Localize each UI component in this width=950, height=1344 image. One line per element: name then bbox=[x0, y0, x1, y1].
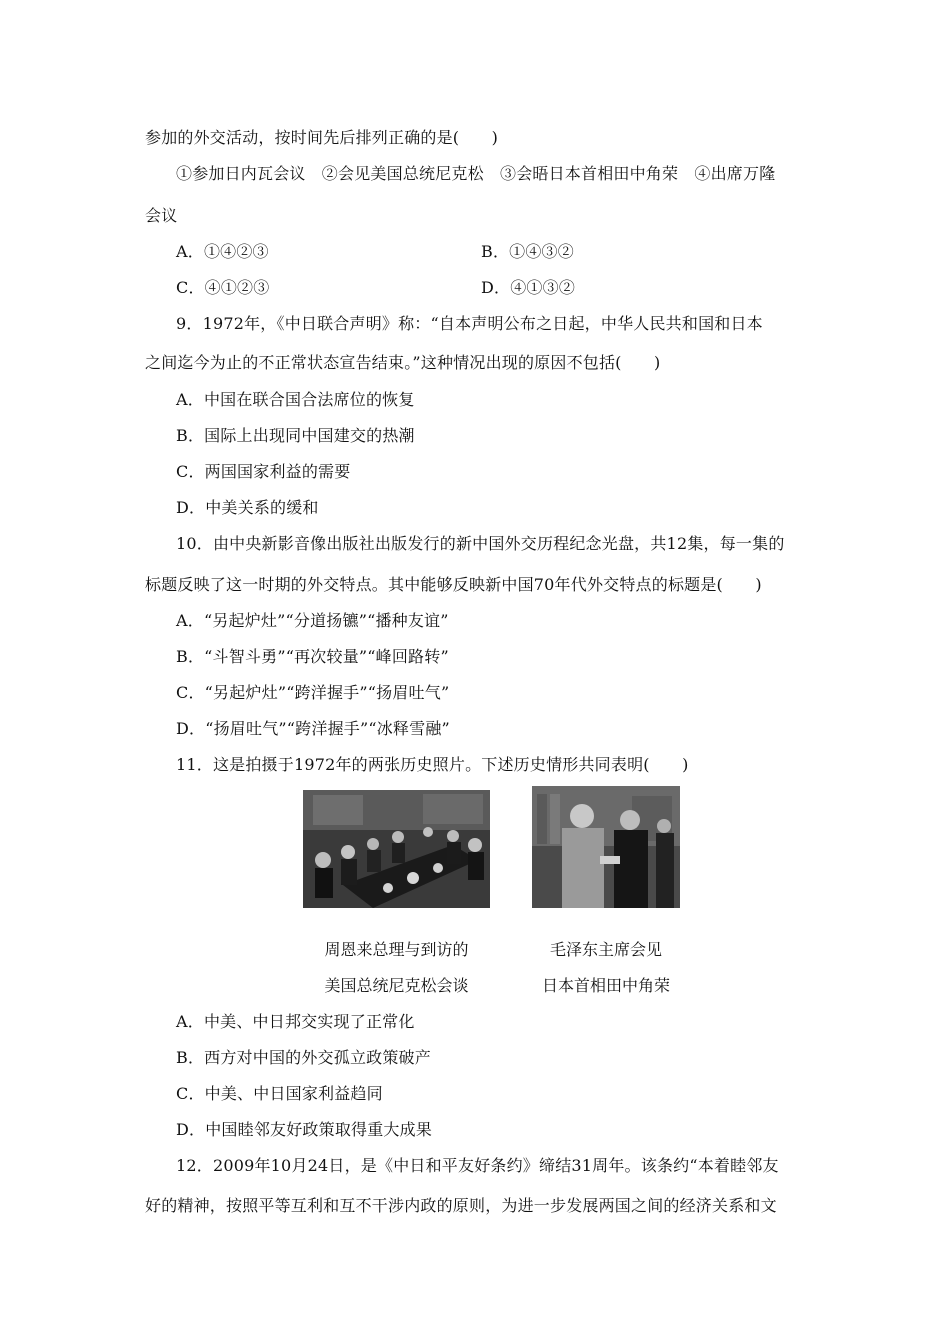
q9-line2: 之间迄今为止的不正常状态宣告结束。”这种情况出现的原因不包括( ) bbox=[145, 353, 661, 372]
photo-nixon-meeting-image bbox=[303, 790, 490, 908]
q11-option-a: A．中美、中日邦交实现了正常化 bbox=[176, 1012, 415, 1031]
q8-stem-tail: 参加的外交活动，按时间先后排列正确的是( ) bbox=[145, 128, 499, 147]
q10-option-c: C．“另起炉灶”“跨洋握手”“扬眉吐气” bbox=[176, 683, 450, 702]
q10-line2: 标题反映了这一时期的外交特点。其中能够反映新中国70年代外交特点的标题是( ) bbox=[145, 575, 762, 594]
q11-option-b: B．西方对中国的外交孤立政策破产 bbox=[176, 1048, 431, 1067]
photo-nixon-caption-line1: 周恩来总理与到访的 bbox=[324, 940, 469, 959]
q10-line1: 10．由中央新影音像出版社出版发行的新中国外交历程纪念光盘，共12集，每一集的 bbox=[176, 534, 785, 553]
photo-tanaka-handshake bbox=[532, 786, 680, 908]
q8-option-a: A．①④②③ bbox=[176, 242, 269, 261]
q9-option-d: D．中美关系的缓和 bbox=[176, 498, 319, 517]
photo-tanaka-caption-line1: 毛泽东主席会见 bbox=[549, 940, 662, 959]
q12-line1: 12．2009年10月24日，是《中日和平友好条约》缔结31周年。该条约“本着睦邻友 bbox=[176, 1156, 779, 1175]
q9-option-c: C．两国国家利益的需要 bbox=[176, 462, 351, 481]
q8-items-line2: 会议 bbox=[145, 206, 178, 225]
q8-items-line1: ①参加日内瓦会议 ②会见美国总统尼克松 ③会晤日本首相田中角荣 ④出席万隆 bbox=[176, 164, 776, 183]
q12-line2: 好的精神，按照平等互利和互不干涉内政的原则，为进一步发展两国之间的经济关系和文 bbox=[145, 1196, 777, 1215]
q8-option-b: B．①④③② bbox=[481, 242, 574, 261]
q10-option-a: A．“另起炉灶”“分道扬镳”“播种友谊” bbox=[176, 611, 449, 630]
q9-option-a: A．中国在联合国合法席位的恢复 bbox=[176, 390, 415, 409]
photo-nixon-caption-line2: 美国总统尼克松会谈 bbox=[324, 976, 469, 995]
q9-line1: 9．1972年，《中日联合声明》称：“自本声明公布之日起，中华人民共和国和日本 bbox=[176, 314, 763, 333]
q11-line1: 11．这是拍摄于1972年的两张历史照片。下述历史情形共同表明( ) bbox=[176, 755, 689, 774]
q11-option-c: C．中美、中日国家利益趋同 bbox=[176, 1084, 383, 1103]
q10-option-b: B．“斗智斗勇”“再次较量”“峰回路转” bbox=[176, 647, 449, 666]
q10-option-d: D．“扬眉吐气”“跨洋握手”“冰释雪融” bbox=[176, 719, 450, 738]
q8-option-c: C．④①②③ bbox=[176, 278, 270, 297]
photo-tanaka-handshake-image bbox=[532, 786, 680, 908]
photo-nixon-meeting bbox=[303, 790, 490, 908]
photo-tanaka-caption-line2: 日本首相田中角荣 bbox=[541, 976, 670, 995]
q8-option-d: D．④①③② bbox=[481, 278, 576, 297]
q9-option-b: B．国际上出现同中国建交的热潮 bbox=[176, 426, 415, 445]
q11-option-d: D．中国睦邻友好政策取得重大成果 bbox=[176, 1120, 433, 1139]
